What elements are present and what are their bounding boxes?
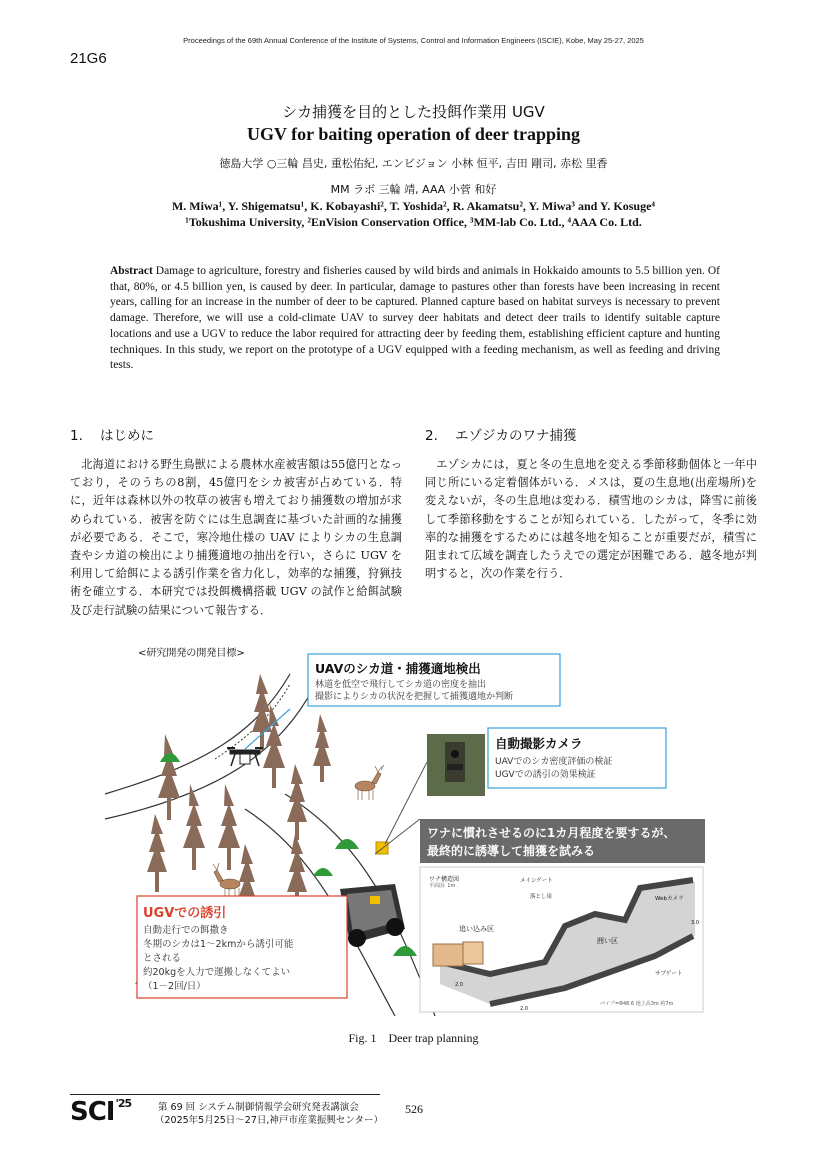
authors-english: M. Miwa¹, Y. Shigematsu¹, K. Kobayashi², T. Yoshida², R. Akamatsu², Y. Miwa³ and Y. Kosuge⁴ <box>171 199 656 213</box>
authors-japanese-line1: 徳島大学 ○三輪 昌史, 重松佑紀, エンビジョン 小林 恒平, 吉田 剛司, 赤松 里香 <box>219 157 608 170</box>
trap-main-gate-label: メインゲート <box>520 878 553 884</box>
deer-icon <box>213 863 240 898</box>
section-2-number: 2. <box>425 428 438 444</box>
section-1-number: 1. <box>70 428 83 444</box>
deer-icon <box>355 765 384 800</box>
ugv-box-line2: 冬期のシカは1～2kmから誘引可能 <box>143 939 294 950</box>
title-english: UGV for baiting operation of deer trapping <box>246 124 580 144</box>
trap-banner-line1: ワナに慣れさせるのに1カ月程度を要するが、 <box>427 826 676 840</box>
logo-text: SCI <box>70 1097 115 1127</box>
trap-enclosure-label: 囲い区 <box>597 937 618 945</box>
camera-photo <box>427 734 485 796</box>
section-2-heading <box>425 424 577 444</box>
logo-year: '25 <box>115 1097 132 1110</box>
goal-label: <研究開発の開発目標> <box>138 648 245 659</box>
ugv-box-line5: （1－2回/日） <box>143 981 206 992</box>
trap-sub-gate-label: サブゲート <box>655 971 683 977</box>
uav-box-line2: 撮影によりシカの状況を把握して捕獲適地か判断 <box>315 692 514 702</box>
abstract-text: Damage to agriculture, forestry and fisheries caused by wild birds and animals in Hokkaido amounts to 5.5 billion yen. Of that, 80%, or 4.5 billion yen, is caused by deer. In particular, damage to pastures other than forests have been increasing in recent years, calling for an increase in the number of deer to be captured. Planned capture based on habitat surveys is necessary to prevent damage. Therefore, we will use a cold-climate UAV to survey deer habitats and detect deer trails to identify suitable capture locations and use a UGV to reduce the labor required for attracting deer by feeding them, establishing efficient capture and hunting techniques. In this study, we report on the prototype of a UGV equipped with a feeding mechanism, as well as feeding and driving tests. <box>110 265 721 372</box>
footer-conference-date: （2025年5月25日～27日,神戸市産業振興センター） <box>155 1115 384 1126</box>
paper-code: 21G6 <box>70 50 107 67</box>
abstract-label: Abstract <box>110 265 153 277</box>
proceedings-header: Proceedings of the 69th Annual Conference of the Institute of Systems, Control and Information Engineers (ISCIE), Kobe, May 25-27, 2025 <box>183 36 644 45</box>
camera-box-line1: UAVでのシカ密度評価の検証 <box>495 757 613 767</box>
page-number: 526 <box>405 1102 423 1116</box>
trap-drop-door-label: 落とし扉 <box>530 894 553 900</box>
trap-diagram-title: ワナ構造図 <box>429 876 460 883</box>
trap-dim-c: 2.0 <box>520 1006 528 1012</box>
ugv-box-line1: 自動走行での餌撒き <box>143 925 229 936</box>
drone-icon <box>227 748 263 766</box>
ugv-photo <box>340 884 405 947</box>
title-japanese: シカ捕獲を目的とした投餌作業用 UGV <box>282 103 545 121</box>
footer-conference-name: 第 69 回 システム制御情報学会研究発表講演会 <box>158 1102 359 1113</box>
trap-drive-zone-label: 追い込み区 <box>459 925 494 933</box>
abstract <box>110 264 720 374</box>
affiliations: ¹Tokushima University, ²EnVision Conservation Office, ³MM-lab Co. Ltd., ⁴AAA Co. Ltd. <box>185 215 642 229</box>
ugv-box-title: UGVでの誘引 <box>143 906 227 921</box>
authors-japanese-line2: MM ラボ 三輪 靖, AAA 小菅 和好 <box>330 183 497 196</box>
uav-box-title: UAVのシカ道・捕獲適地検出 <box>315 661 481 676</box>
trap-dim-a: 3.0 <box>691 920 699 926</box>
section-1-title: はじめに <box>100 428 154 444</box>
trap-diagram <box>420 867 703 1012</box>
footer-divider <box>70 1094 380 1095</box>
camera-box-title: 自動撮影カメラ <box>495 736 583 751</box>
ugv-box-line3: とされる <box>143 953 182 964</box>
uav-box-line1: 林道を低空で飛行してシカ道の密度を抽出 <box>315 680 487 690</box>
trap-banner-line2: 最終的に誘導して捕獲を試みる <box>427 844 596 858</box>
trap-web-camera-label: Webカメラ <box>655 896 684 902</box>
section-1-body: 北海道における野生鳥獣による農林水産被害額は55億円となっており，そのうちの8割，45億円をシカ被害が占めている．特に，近年は森林以外の牧草の被害も増えており捕獲数の増加が求められている．被害を防ぐには生息調査に基づいた計画的な捕獲が必要である．そこで，寒冷地仕様の UAV によりシカの生息調査やシカ道の検出により捕獲適地の抽出を行い，さらに UGV を利用して給餌による誘引作業を省力化し，効率的な捕獲，狩猟技術を確立する．本研究では投餌機構搭載 UGV の試作と給餌試験及び走行試験の結果について報告する． <box>70 458 402 617</box>
figure-1 <box>95 644 735 1016</box>
camera-box-line2: UGVでの誘引の効果検証 <box>495 770 596 780</box>
section-2-title: エゾジカのワナ捕獲 <box>455 428 577 444</box>
section-1-heading <box>70 424 154 444</box>
trap-connector <box>375 819 420 854</box>
trap-pipe-note: パイプ=Φ48.6 地上高3m 約7m <box>600 1001 674 1007</box>
conference-logo <box>70 1097 131 1127</box>
section-2-body: エゾシカには，夏と冬の生息地を変える季節移動個体と一年中同じ所にいる定着個体がいる．メスは，夏の生息地(出産場所)を変えないが，冬の生息地は変わる．積雪地のシカは，降雪に前後して季節移動をすることが知られている．したがって，冬季に効率的な捕獲をするためには越冬地を知ることが重要だが，積雪に阻まれて広域を調査したうえでの選定が困難である．越冬地が判明すると，次の作業を行う． <box>425 458 757 581</box>
trap-diagram-subtitle: 平面図: 1m <box>429 883 456 889</box>
figure-caption: Fig. 1 Deer trap planning <box>348 1031 479 1045</box>
ugv-box-line4: 約20kgを人力で運搬しなくてよい <box>143 967 291 978</box>
trap-dim-b: 2.0 <box>455 982 463 988</box>
